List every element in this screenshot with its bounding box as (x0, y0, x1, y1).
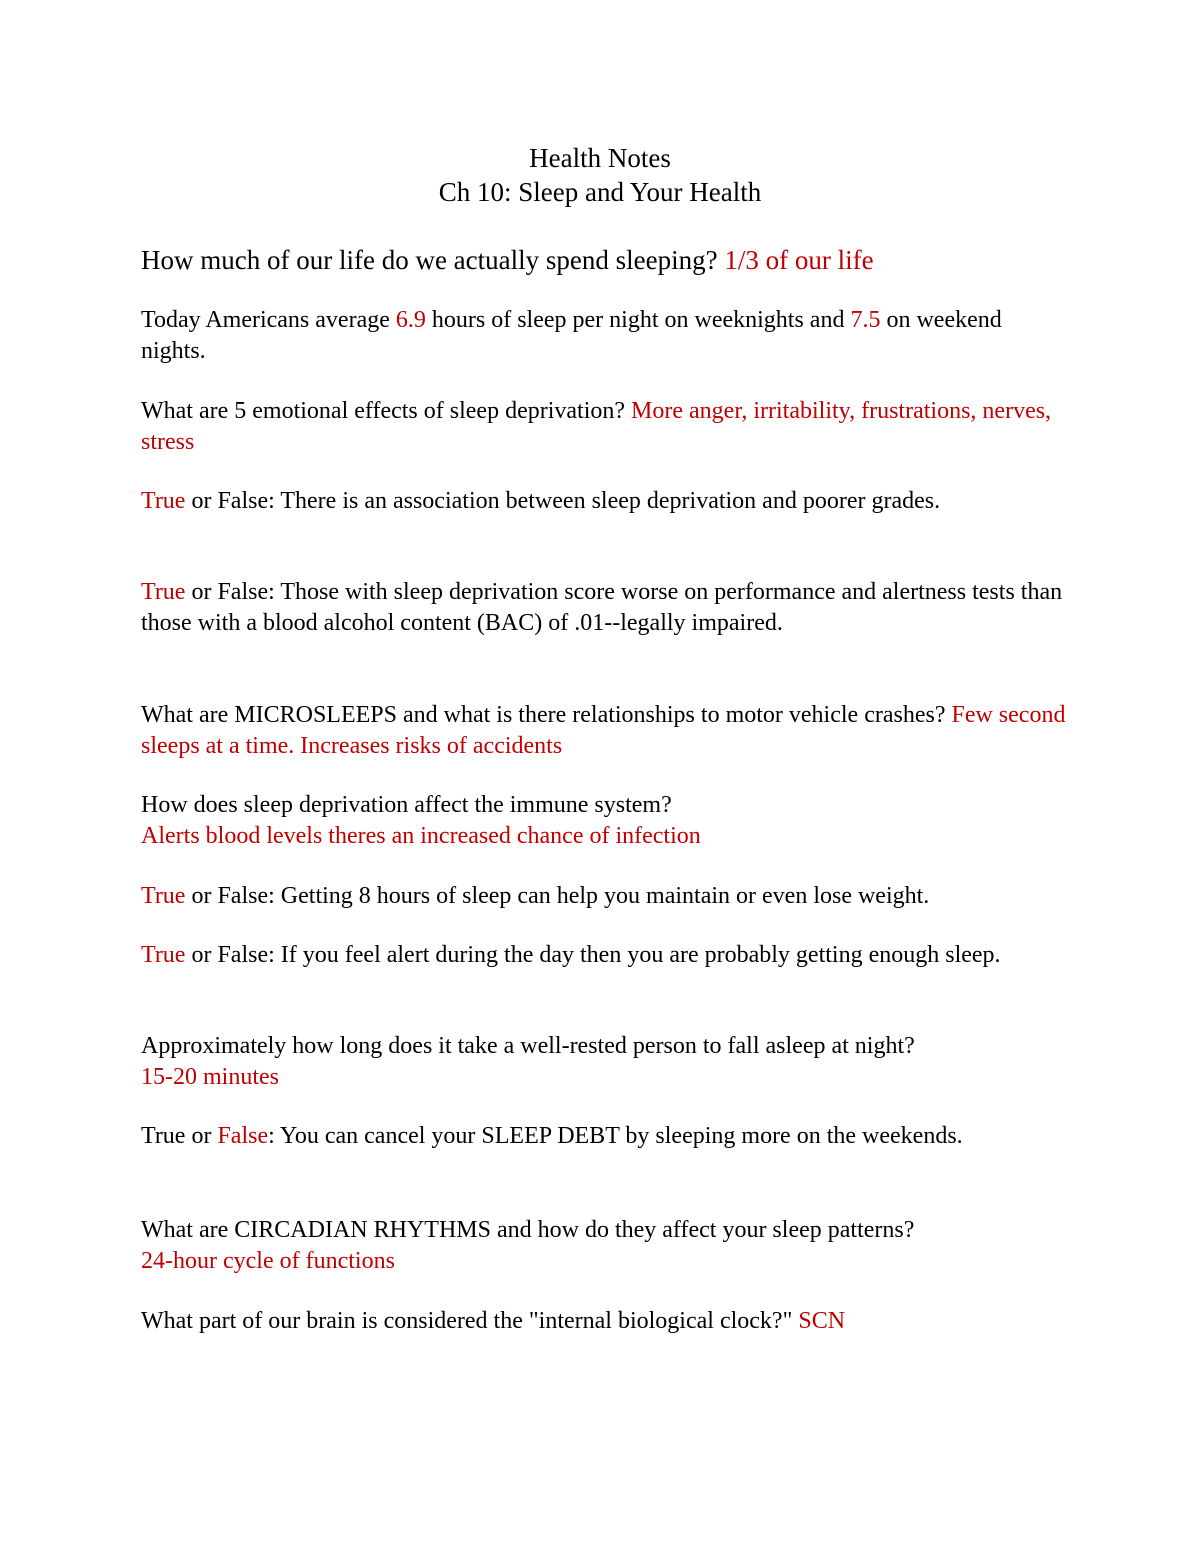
document-title: Health Notes (529, 143, 671, 173)
answer-text: 1/3 of our life (724, 245, 874, 275)
question-text: or False: If you feel alert during the day then you are probably getting enough sleep. (185, 942, 1001, 968)
note-item-fall-asleep-time (141, 1031, 1071, 1093)
answer-false: False (217, 1123, 269, 1149)
answer-weekends: 7.5 (850, 307, 881, 333)
note-item-circadian-rhythms (141, 1215, 1071, 1277)
answer-text: More anger, irritability, frustrations, nerves, stress (141, 398, 1052, 455)
answer-weeknights: 6.9 (395, 307, 426, 333)
note-item-life-sleeping (141, 243, 1071, 277)
note-item-sleep-debt (141, 1121, 1071, 1152)
document-subtitle: Ch 10: Sleep and Your Health (438, 177, 762, 207)
note-item-grades (141, 486, 1071, 517)
note-item-immune-system (141, 790, 1071, 852)
answer-true: True (141, 579, 186, 605)
answer-true: True (141, 883, 186, 909)
question-text: or False: Getting 8 hours of sleep can help you maintain or even lose weight. (185, 883, 930, 909)
answer-true: True (141, 942, 186, 968)
answer-text: SCN (798, 1308, 846, 1334)
question-text: Approximately how long does it take a well-rested person to fall asleep at night? (141, 1033, 915, 1059)
statement-text: : You can cancel your SLEEP DEBT by sleeping more on the weekends. (268, 1123, 963, 1149)
question-text: How does sleep deprivation affect the immune system? (141, 792, 672, 818)
answer-text: 15-20 minutes (141, 1064, 279, 1090)
question-text: What part of our brain is considered the "internal biological clock?" (141, 1308, 799, 1334)
statement-text: Today Americans average (141, 307, 396, 333)
question-text: or False: Those with sleep deprivation score worse on performance and alertness tests than those with a blood alcohol content (BAC) of .01--legally impaired. (141, 579, 1063, 636)
answer-text: Alerts blood levels theres an increased chance of infection (141, 823, 701, 849)
statement-text: on weekend nights. (141, 307, 1002, 364)
note-item-weight (141, 881, 1071, 912)
question-text: What are CIRCADIAN RHYTHMS and how do they affect your sleep patterns? (141, 1217, 915, 1243)
question-text: or False: There is an association between sleep deprivation and poorer grades. (185, 488, 941, 514)
note-item-biological-clock (141, 1306, 1071, 1337)
question-text: How much of our life do we actually spend sleeping? (141, 245, 725, 275)
note-item-alert-during-day (141, 940, 1071, 971)
statement-text: hours of sleep per night on weeknights and (425, 307, 851, 333)
answer-text: Few second sleeps at a time. Increases risks of accidents (141, 702, 1066, 759)
note-item-microsleeps (141, 700, 1071, 762)
question-text: What are MICROSLEEPS and what is there relationships to motor vehicle crashes? (141, 702, 952, 728)
note-item-performance-bac (141, 577, 1071, 639)
note-item-emotional-effects (141, 396, 1071, 458)
question-text: What are 5 emotional effects of sleep deprivation? (141, 398, 632, 424)
note-item-average-hours (141, 305, 1071, 367)
answer-true: True (141, 488, 186, 514)
answer-text: 24-hour cycle of functions (141, 1248, 395, 1274)
statement-text: True or (141, 1123, 218, 1149)
